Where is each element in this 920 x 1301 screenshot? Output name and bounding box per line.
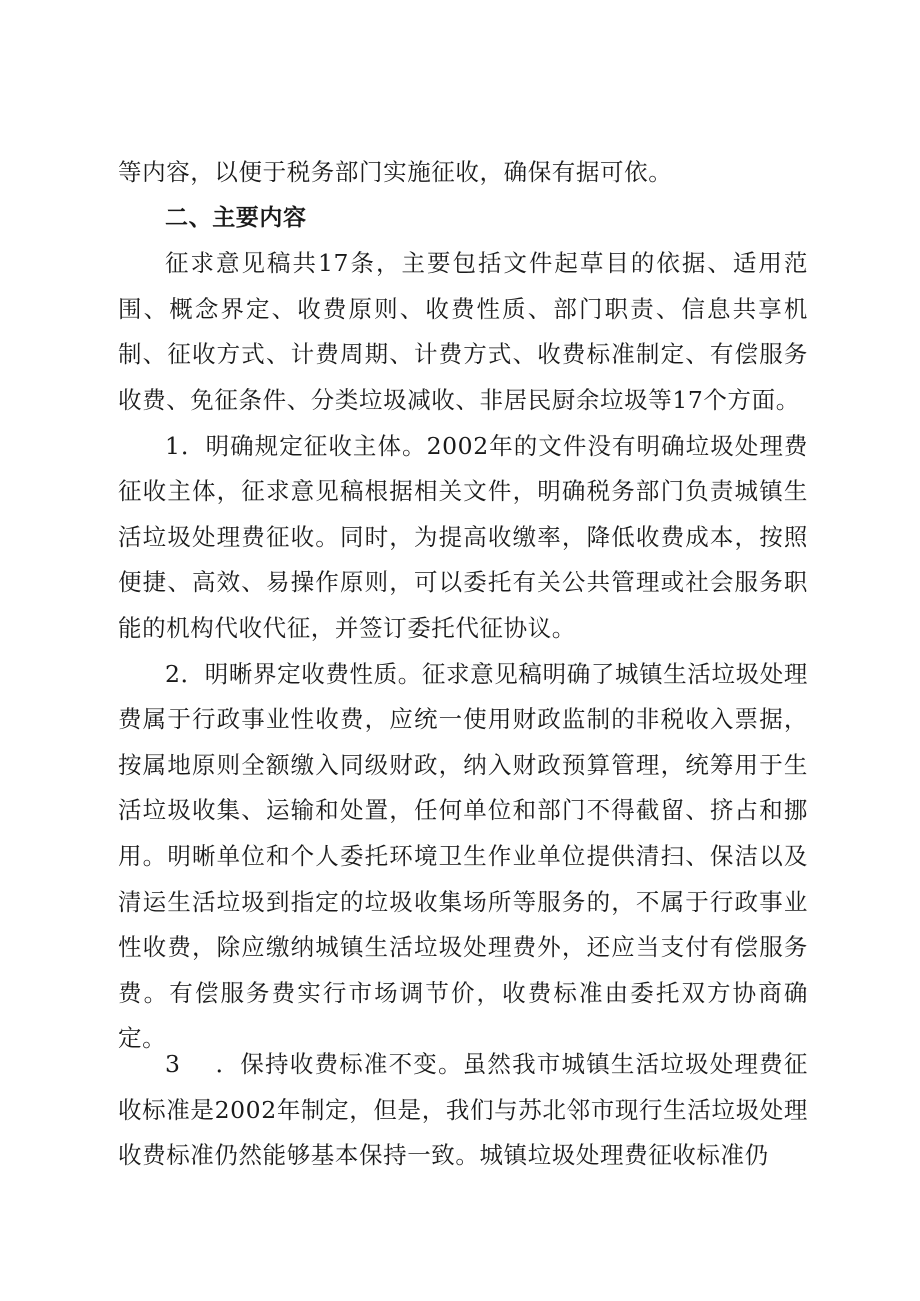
item-3-paragraph	[118, 1042, 808, 1179]
intro-paragraph: 征求意见稿共17条，主要包括文件起草目的依据、适用范围、概念界定、收费原则、收费性质、部门职责、信息共享机制、征收方式、计费周期、计费方式、收费标准制定、有偿服务收费、免征条件、分类垃圾减收、非居民厨余垃圾等17个方面。	[118, 249, 808, 414]
continuation-paragraph: 等内容，以便于税务部门实施征收，确保有据可依。	[118, 158, 673, 186]
section-heading: 二、主要内容	[165, 204, 307, 231]
item-2-paragraph: 2．明晰界定收费性质。征求意见稿明确了城镇生活垃圾处理费属于行政事业性收费，应统一使用财政监制的非税收入票据，按属地原则全额缴入同级财政，纳入财政预算管理，统筹用于生活垃圾收集、运输和处置，任何单位和部门不得截留、挤占和挪用。明晰单位和个人委托环境卫生作业单位提供清扫、保洁以及清运生活垃圾到指定的垃圾收集场所等服务的，不属于行政事业性收费，除应缴纳城镇生活垃圾处理费外，还应当支付有偿服务费。有偿服务费实行市场调节价，收费标准由委托双方协商确定。	[118, 659, 808, 1053]
item-1-paragraph: 1．明确规定征收主体。2002年的文件没有明确垃圾处理费征收主体，征求意见稿根据相关文件，明确税务部门负责城镇生活垃圾处理费征收。同时，为提高收缴率，降低收费成本，按照便捷、高效、易操作原则，可以委托有关公共管理或社会服务职能的机构代收代征，并签订委托代征协议。	[118, 431, 808, 642]
item-3-text: ．保持收费标准不变。虽然我市城镇生活垃圾处理费征收标准是2002年制定，但是，我们与苏北邻市现行生活垃圾处理收费标准仍然能够基本保持一致。城镇垃圾处理费征收标准仍	[118, 1050, 808, 1170]
item-3-block	[118, 1042, 808, 1179]
item-3-number: 3	[165, 1050, 181, 1078]
document-body	[118, 150, 808, 1062]
